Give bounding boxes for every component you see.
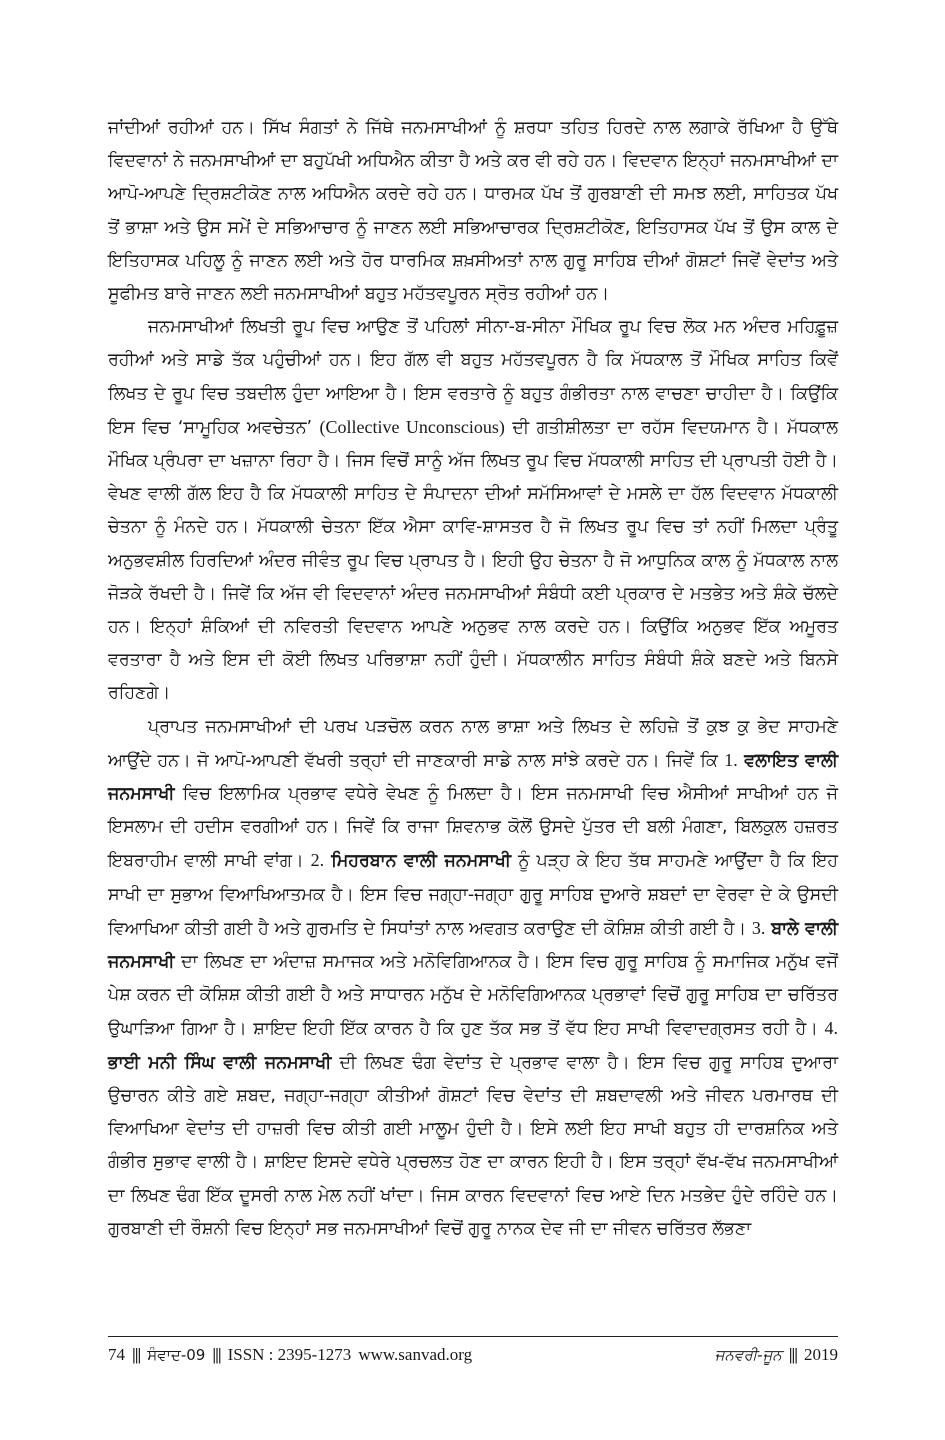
paragraph-2	[108, 311, 838, 710]
paragraph-3-text-a: ਪ੍ਰਾਪਤ ਜਨਮਸਾਖੀਆਂ ਦੀ ਪਰਖ ਪੜਚੋਲ ਕਰਨ ਨਾਲ ਭਾਸ਼ਾ ਅਤੇ ਲਿਖਤ ਦੇ ਲਹਿਜ਼ੇ ਤੋਂ ਕੁਝ ਕੁ ਭੇਦ ਸਾਹਮਣੇ ਆਉਂਦੇ ਹਨ। ਜੋ ਆਪੋ-ਆਪਣੀ ਵੱਖਰੀ ਤਰ੍ਹਾਂ ਦੀ ਜਾਣਕਾਰੀ ਸਾਡੇ ਨਾਲ ਸਾਂਝੇ ਕਰਦੇ ਹਨ। ਜਿਵੇਂ ਕਿ	[108, 716, 838, 771]
janamsakhi-title-1: ਵਲਾਇਤ ਵਾਲੀ ਜਨਮਸਾਖੀ	[108, 750, 838, 805]
list-number-4: 4.	[824, 1018, 839, 1039]
english-term: (Collective Unconscious)	[319, 416, 505, 437]
issue-period: ਜਨਵਰੀ-ਜੂਨ	[714, 1346, 782, 1364]
paragraph-1	[108, 112, 838, 311]
footer-separator: |||	[132, 1345, 141, 1364]
issn: ISSN : 2395-1273	[227, 1345, 352, 1364]
list-number-3: 3.	[751, 917, 766, 938]
footer-right	[715, 1345, 838, 1365]
list-number-1: 1.	[724, 749, 738, 770]
page-footer	[108, 1336, 838, 1365]
paragraph-1-text: ਜਾਂਦੀਆਂ ਰਹੀਆਂ ਹਨ। ਸਿੱਖ ਸੰਗਤਾਂ ਨੇ ਜਿੱਥੇ ਜਨਮਸਾਖੀਆਂ ਨੂੰ ਸ਼ਰਧਾ ਤਹਿਤ ਹਿਰਦੇ ਨਾਲ ਲਗਾਕੇ ਰੱਖਿਆ ਹੈ ਉੱਥੇ ਵਿਦਵਾਨਾਂ ਨੇ ਜਨਮਸਾਖੀਆਂ ਦਾ ਬਹੁਪੱਖੀ ਅਧਿਐਨ ਕੀਤਾ ਹੈ ਅਤੇ ਕਰ ਵੀ ਰਹੇ ਹਨ। ਵਿਦਵਾਨ ਇਨ੍ਹਾਂ ਜਨਮਸਾਖੀਆਂ ਦਾ ਆਪੋ-ਆਪਣੇ ਦ੍ਰਿਸ਼ਟੀਕੋਣ ਨਾਲ ਅਧਿਐਨ ਕਰਦੇ ਰਹੇ ਹਨ। ਧਾਰਮਕ ਪੱਖ ਤੋਂ ਗੁਰਬਾਣੀ ਦੀ ਸਮਝ ਲਈ, ਸਾਹਿਤਕ ਪੱਖ ਤੋਂ ਭਾਸ਼ਾ ਅਤੇ ਉਸ ਸਮੇਂ ਦੇ ਸਭਿਆਚਾਰ ਨੂੰ ਜਾਣਨ ਲਈ ਸਭਿਆਚਾਰਕ ਦ੍ਰਿਸ਼ਟੀਕੋਣ, ਇਤਿਹਾਸਕ ਪੱਖ ਤੋਂ ਉਸ ਕਾਲ ਦੇ ਇਤਿਹਾਸਕ ਪਹਿਲੂ ਨੂੰ ਜਾਣਨ ਲਈ ਅਤੇ ਹੋਰ ਧਾਰਮਿਕ ਸ਼ਖ਼ਸੀਅਤਾਂ ਨਾਲ ਗੁਰੂ ਸਾਹਿਬ ਦੀਆਂ ਗੋਸ਼ਟਾਂ ਜਿਵੇਂ ਵੇਦਾਂਤ ਅਤੇ ਸੂਫੀਮਤ ਬਾਰੇ ਜਾਣਨ ਲਈ ਜਨਮਸਾਖੀਆਂ ਬਹੁਤ ਮਹੱਤਵਪੂਰਨ ਸ੍ਰੋਤ ਰਹੀਆਂ ਹਨ।	[108, 118, 838, 305]
paragraph-3-text-b: ਵਿਚ ਇਲਾਮਿਕ ਪ੍ਰਭਾਵ ਵਧੇਰੇ ਵੇਖਣ ਨੂੰ ਮਿਲਦਾ ਹੈ। ਇਸ ਜਨਮਸਾਖੀ ਵਿਚ ਐਸੀਆਂ ਸਾਖੀਆਂ ਹਨ ਜੋ ਇਸਲਾਮ ਦੀ ਹਦੀਸ ਵਰਗੀਆਂ ਹਨ। ਜਿਵੇਂ ਕਿ ਰਾਜਾ ਸ਼ਿਵਨਾਭ ਕੋਲੋਂ ਉਸਦੇ ਪੁੱਤਰ ਦੀ ਬਲੀ ਮੰਗਣਾ, ਬਿਲਕੁਲ ਹਜ਼ਰਤ ਇਬਰਾਹੀਮ ਵਾਲੀ ਸਾਖੀ ਵਾਂਗ।	[108, 784, 838, 872]
footer-left	[108, 1345, 472, 1365]
paragraph-2-text-b: ਦੀ ਗਤੀਸ਼ੀਲਤਾ ਦਾ ਰਹੱਸ ਵਿਦਯਮਾਨ ਹੈ। ਮੱਧਕਾਲ ਮੌਖਿਕ ਪ੍ਰੰਪਰਾ ਦਾ ਖਜ਼ਾਨਾ ਰਿਹਾ ਹੈ। ਜਿਸ ਵਿਚੋਂ ਸਾਨੂੰ ਅੱਜ ਲਿਖਤ ਰੂਪ ਵਿਚ ਮੱਧਕਾਲੀ ਸਾਹਿਤ ਦੀ ਪ੍ਰਾਪਤੀ ਹੋਈ ਹੈ। ਵੇਖਣ ਵਾਲੀ ਗੱਲ ਇਹ ਹੈ ਕਿ ਮੱਧਕਾਲੀ ਸਾਹਿਤ ਦੇ ਸੰਪਾਦਨਾ ਦੀਆਂ ਸਮੱਸਿਆਵਾਂ ਦੇ ਮਸਲੇ ਦਾ ਹੱਲ ਵਿਦਵਾਨ ਮੱਧਕਾਲੀ ਚੇਤਨਾ ਨੂੰ ਮੰਨਦੇ ਹਨ। ਮੱਧਕਾਲੀ ਚੇਤਨਾ ਇੱਕ ਐਸਾ ਕਾਵਿ-ਸ਼ਾਸਤਰ ਹੈ ਜੋ ਲਿਖਤ ਰੂਪ ਵਿਚ ਤਾਂ ਨਹੀਂ ਮਿਲਦਾ ਪ੍ਰੰਤੂ ਅਨੁਭਵਸ਼ੀਲ ਹਿਰਦਿਆਂ ਅੰਦਰ ਜੀਵੰਤ ਰੂਪ ਵਿਚ ਪ੍ਰਾਪਤ ਹੈ। ਇਹੀ ਉਹ ਚੇਤਨਾ ਹੈ ਜੋ ਆਧੁਨਿਕ ਕਾਲ ਨੂੰ ਮੱਧਕਾਲ ਨਾਲ ਜੋੜਕੇ ਰੱਖਦੀ ਹੈ। ਜਿਵੇਂ ਕਿ ਅੱਜ ਵੀ ਵਿਦਵਾਨਾਂ ਅੰਦਰ ਜਨਮਸਾਖੀਆਂ ਸੰਬੰਧੀ ਕਈ ਪ੍ਰਕਾਰ ਦੇ ਮਤਭੇਤ ਅਤੇ ਸ਼ੰਕੇ ਚੱਲਦੇ ਹਨ। ਇਨ੍ਹਾਂ ਸ਼ੰਕਿਆਂ ਦੀ ਨਵਿਰਤੀ ਵਿਦਵਾਨ ਆਪਣੇ ਅਨੁਭਵ ਨਾਲ ਕਰਦੇ ਹਨ। ਕਿਉਂਕਿ ਅਨੁਭਵ ਇੱਕ ਅਮੂਰਤ ਵਰਤਾਰਾ ਹੈ ਅਤੇ ਇਸ ਦੀ ਕੋਈ ਲਿਖਤ ਪਰਿਭਾਸ਼ਾ ਨਹੀਂ ਹੁੰਦੀ। ਮੱਧਕਾਲੀਨ ਸਾਹਿਤ ਸੰਬੰਧੀ ਸ਼ੰਕੇ ਬਣਦੇ ਅਤੇ ਬਿਨਸੇ ਰਹਿਣਗੇ।	[108, 417, 838, 704]
paragraph-3-text-d: ਦਾ ਲਿਖਣ ਦਾ ਅੰਦਾਜ਼ ਸਮਾਜਕ ਅਤੇ ਮਨੋਵਿਗਿਆਨਕ ਹੈ। ਇਸ ਵਿਚ ਗੁਰੂ ਸਾਹਿਬ ਨੂੰ ਸਮਾਜਿਕ ਮਨੁੱਖ ਵਜੋਂ ਪੇਸ਼ ਕਰਨ ਦੀ ਕੋਸ਼ਿਸ਼ ਕੀਤੀ ਗਈ ਹੈ ਅਤੇ ਸਾਧਾਰਨ ਮਨੁੱਖ ਦੇ ਮਨੋਵਿਗਿਆਨਕ ਪ੍ਰਭਾਵਾਂ ਵਿਚੋਂ ਗੁਰੂ ਸਾਹਿਬ ਦਾ ਚਰਿੱਤਰ ਉਘਾੜਿਆ ਗਿਆ ਹੈ। ਸ਼ਾਇਦ ਇਹੀ ਇੱਕ ਕਾਰਨ ਹੈ ਕਿ ਹੁਣ ਤੱਕ ਸਭ ਤੋਂ ਵੱਧ ਇਹ ਸਾਖੀ ਵਿਵਾਦਗ੍ਰਸਤ ਰਹੀ ਹੈ।	[108, 952, 839, 1040]
janamsakhi-title-2: ਮਿਹਰਬਾਨ ਵਾਲੀ ਜਨਮਸਾਖੀ	[331, 851, 511, 872]
list-number-2: 2.	[310, 850, 325, 871]
article-body	[108, 112, 838, 1246]
page-number: 74	[108, 1345, 125, 1364]
website-link[interactable]: www.sanvad.org	[358, 1345, 473, 1364]
janamsakhi-title-3: ਬਾਲੇ ਵਾਲੀ ਜਨਮਸਾਖੀ	[108, 918, 838, 973]
paragraph-2-text-a: ਜਨਮਸਾਖੀਆਂ ਲਿਖਤੀ ਰੂਪ ਵਿਚ ਆਉਣ ਤੋਂ ਪਹਿਲਾਂ ਸੀਨਾ-ਬ-ਸੀਨਾ ਮੌਖਿਕ ਰੂਪ ਵਿਚ ਲੋਕ ਮਨ ਅੰਦਰ ਮਹਿਫ਼ੂਜ਼ ਰਹੀਆਂ ਅਤੇ ਸਾਡੇ ਤੱਕ ਪਹੁੰਚੀਆਂ ਹਨ। ਇਹ ਗੱਲ ਵੀ ਬਹੁਤ ਮਹੱਤਵਪੂਰਨ ਹੈ ਕਿ ਮੱਧਕਾਲ ਤੋਂ ਮੌਖਿਕ ਸਾਹਿਤ ਕਿਵੇਂ ਲਿਖਤ ਦੇ ਰੂਪ ਵਿਚ ਤਬਦੀਲ ਹੁੰਦਾ ਆਇਆ ਹੈ। ਇਸ ਵਰਤਾਰੇ ਨੂੰ ਬਹੁਤ ਗੰਭੀਰਤਾ ਨਾਲ ਵਾਚਣਾ ਚਾਹੀਦਾ ਹੈ। ਕਿਉਂਕਿ ਇਸ ਵਿਚ ‘ਸਾਮੂਹਿਕ ਅਵਚੇਤਨ’	[108, 317, 838, 438]
paragraph-3	[108, 711, 838, 1246]
issue-year: 2019	[804, 1345, 838, 1364]
journal-issue: ਸੰਵਾਦ-09	[147, 1346, 206, 1364]
paragraph-3-text-c: ਨੂੰ ਪੜ੍ਹ ਕੇ ਇਹ ਤੱਥ ਸਾਹਮਣੇ ਆਉਂਦਾ ਹੈ ਕਿ ਇਹ ਸਾਖੀ ਦਾ ਸੁਭਾਅ ਵਿਆਖਿਆਤਮਕ ਹੈ। ਇਸ ਵਿਚ ਜਗ੍ਹਾ-ਜਗ੍ਹਾ ਗੁਰੂ ਸਾਹਿਬ ਦੁਆਰੇ ਸ਼ਬਦਾਂ ਦਾ ਵੇਰਵਾ ਦੇ ਕੇ ਉਸਦੀ ਵਿਆਖਿਆ ਕੀਤੀ ਗਈ ਹੈ ਅਤੇ ਗੁਰਮਤਿ ਦੇ ਸਿਧਾਂਤਾਂ ਨਾਲ ਅਵਗਤ ਕਰਾਉਣ ਦੀ ਕੋਸ਼ਿਸ਼ ਕੀਤੀ ਗਈ ਹੈ।	[108, 851, 838, 939]
paragraph-3-text-e: ਦੀ ਲਿਖਣ ਢੰਗ ਵੇਦਾਂਤ ਦੇ ਪ੍ਰਭਾਵ ਵਾਲਾ ਹੈ। ਇਸ ਵਿਚ ਗੁਰੂ ਸਾਹਿਬ ਦੁਆਰਾ ਉਚਾਰਨ ਕੀਤੇ ਗਏ ਸ਼ਬਦ, ਜਗ੍ਹਾ-ਜਗ੍ਹਾ ਕੀਤੀਆਂ ਗੋਸ਼ਟਾਂ ਵਿਚ ਵੇਦਾਂਤ ਦੀ ਸ਼ਬਦਾਵਲੀ ਅਤੇ ਜੀਵਨ ਪਰਮਾਰਥ ਦੀ ਵਿਆਖਿਆ ਵੇਦਾਂਤ ਦੀ ਹਾਜ਼ਰੀ ਵਿਚ ਕੀਤੀ ਗਈ ਮਾਲੂਮ ਹੁੰਦੀ ਹੈ। ਇਸੇ ਲਈ ਇਹ ਸਾਖੀ ਬਹੁਤ ਹੀ ਦਾਰਸ਼ਨਿਕ ਅਤੇ ਗੰਭੀਰ ਸੁਭਾਵ ਵਾਲੀ ਹੈ। ਸ਼ਾਇਦ ਇਸਦੇ ਵਧੇਰੇ ਪ੍ਰਚਲਤ ਹੋਣ ਦਾ ਕਾਰਨ ਇਹੀ ਹੈ। ਇਸ ਤਰ੍ਹਾਂ ਵੱਖ-ਵੱਖ ਜਨਮਸਾਖੀਆਂ ਦਾ ਲਿਖਣ ਢੰਗ ਇੱਕ ਦੂਸਰੀ ਨਾਲ ਮੇਲ ਨਹੀਂ ਖਾਂਦਾ। ਜਿਸ ਕਾਰਨ ਵਿਦਵਾਨਾਂ ਵਿਚ ਆਏ ਦਿਨ ਮਤਭੇਦ ਹੁੰਦੇ ਰਹਿੰਦੇ ਹਨ। ਗੁਰਬਾਣੀ ਦੀ ਰੌਸ਼ਨੀ ਵਿਚ ਇਨ੍ਹਾਂ ਸਭ ਜਨਮਸਾਖੀਆਂ ਵਿਚੋਂ ਗੁਰੂ ਨਾਨਕ ਦੇਵ ਜੀ ਦਾ ਜੀਵਨ ਚਰਿੱਤਰ ਲੱਭਣਾ	[108, 1052, 838, 1239]
janamsakhi-title-4: ਭਾਈ ਮਨੀ ਸਿੰਘ ਵਾਲੀ ਜਨਮਸਾਖੀ	[108, 1052, 332, 1073]
footer-separator: |||	[212, 1345, 221, 1364]
footer-separator: |||	[788, 1345, 797, 1364]
